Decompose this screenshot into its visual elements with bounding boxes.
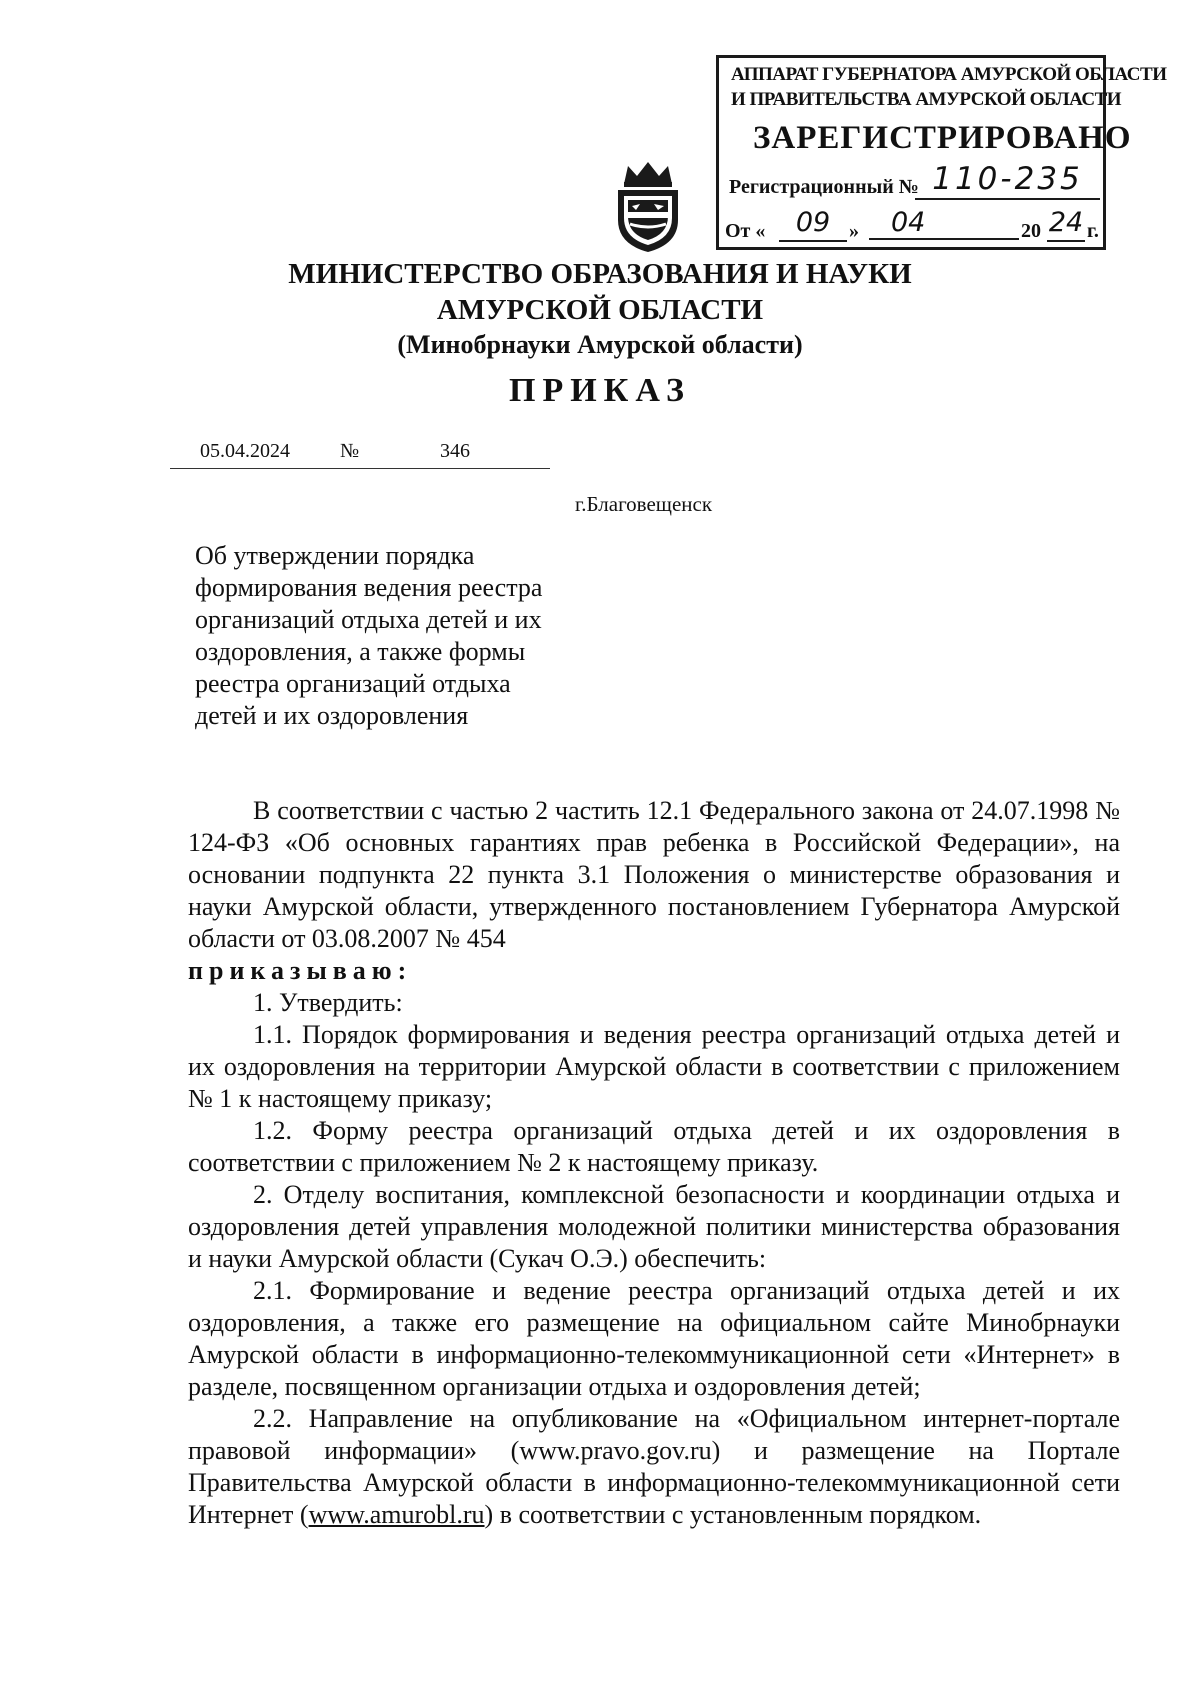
order-word: приказываю: (188, 956, 413, 985)
item-1: 1. Утвердить: (253, 988, 403, 1017)
subject-line: детей и их оздоровления (195, 701, 469, 730)
stamp-month: 04 (869, 208, 1019, 240)
subject-line: Об утверждении порядка (195, 541, 475, 570)
subject-line: реестра организаций отдыха (195, 669, 511, 698)
item-2-2 (188, 1403, 1120, 1531)
item-1-2: 1.2. Форму реестра организаций отдыха детей и их оздоровления в соответствии с приложением № 2 к настоящему приказу. (188, 1116, 1120, 1177)
stamp-from-label: От « (725, 220, 766, 242)
ministry-name-line1: МИНИСТЕРСТВО ОБРАЗОВАНИЯ И НАУКИ (288, 258, 912, 290)
amurobl-link[interactable]: www.amurobl.ru (308, 1500, 485, 1529)
item-2-2-text-end: ) в соответствии с установленным порядком. (484, 1500, 982, 1529)
preamble-paragraph: В соответствии с частью 2 частить 12.1 Федерального закона от 24.07.1998 № 124-ФЗ «Об основных гарантиях прав ребенка в Российской Федерации», на основании подпункта 22 пункта 3.1 Положения о министерстве образования и науки Амурской области, утвержденного постановлением Губернатора Амурской области от 03.08.2007 № 454 (188, 796, 1120, 953)
stamp-year-prefix: 20 (1021, 220, 1041, 242)
order-date: 05.04.2024 (200, 440, 290, 462)
stamp-registration-label: Регистрационный № (729, 176, 919, 198)
order-subject (195, 540, 595, 732)
order-number: 346 (440, 440, 470, 462)
order-number-line (170, 440, 550, 469)
stamp-year-suffix: г. (1087, 220, 1099, 242)
stamp-year-handwritten: 24 (1047, 208, 1085, 242)
item-1-1: 1.1. Порядок формирования и ведения реестра организаций отдыха детей и их оздоровления на территории Амурской области в соответствии с приложением № 1 к настоящему приказу; (188, 1020, 1120, 1113)
stamp-day: 09 (779, 208, 847, 242)
stamp-quote-close: » (849, 220, 859, 242)
subject-line: оздоровления, а также формы (195, 637, 526, 666)
order-number-label: № (340, 440, 360, 462)
document-title: ПРИКАЗ (509, 372, 691, 409)
registration-stamp (716, 55, 1167, 250)
city: г.Благовещенск (575, 492, 713, 516)
stamp-status: ЗАРЕГИСТРИРОВАНО (753, 120, 1132, 156)
subject-line: организаций отдыха детей и их (195, 605, 542, 634)
item-2-1: 2.1. Формирование и ведение реестра организаций отдыха детей и их оздоровления, а также его размещение на официальном сайте Минобрнауки Амурской области в информационно-телекоммуникационной сети «Интернет» в разделе, посвященном организации отдыха и оздоровления детей; (188, 1276, 1120, 1401)
item-2-2-text-start: 2.2. Направление на опубликование на «Официальном интернет-портале правовой информации» (www.pravo.gov.ru) и размещение на Портале Правительства Амурской области в информационно-телекоммуникационной сети Интернет ( (188, 1404, 1120, 1529)
coat-of-arms-icon (610, 158, 686, 254)
stamp-authority-line2: И ПРАВИТЕЛЬСТВА АМУРСКОЙ ОБЛАСТИ (731, 89, 1122, 110)
ministry-name-line2: АМУРСКОЙ ОБЛАСТИ (436, 294, 764, 326)
subject-line: формирования ведения реестра (195, 573, 543, 602)
item-2: 2. Отделу воспитания, комплексной безопасности и координации отдыха и оздоровления детей управления молодежной политики министерства образования и науки Амурской области (Сукач О.Э.) обеспечить: (188, 1180, 1120, 1273)
stamp-authority-line1: АППАРАТ ГУБЕРНАТОРА АМУРСКОЙ ОБЛАСТИ (731, 64, 1167, 85)
stamp-registration-number: 110-235 (915, 162, 1100, 200)
ministry-short-name: (Минобрнауки Амурской области) (397, 330, 803, 359)
order-body (188, 795, 1120, 1531)
